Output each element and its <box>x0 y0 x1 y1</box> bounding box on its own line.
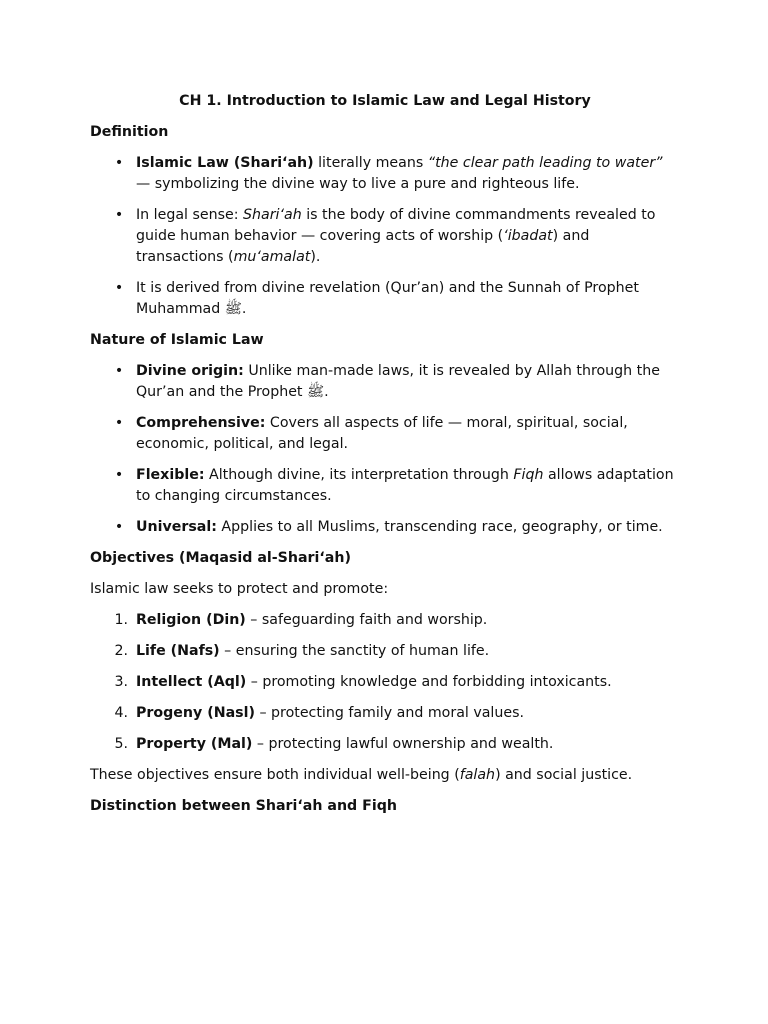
term: Intellect (Aql) <box>136 674 247 690</box>
bullet-marker: • <box>114 415 124 431</box>
item-number: 4. <box>114 705 128 721</box>
numbered-item <box>90 734 680 755</box>
document-content <box>90 91 680 827</box>
item-number: 3. <box>114 674 128 690</box>
list-item <box>90 465 680 507</box>
objectives-heading: Objectives (Maqasid al-Shari‘ah) <box>90 550 351 566</box>
text: — symbolizing the divine way to live a pure and righteous life. <box>136 176 580 192</box>
term: Progeny (Nasl) <box>136 705 255 721</box>
text: literally means <box>313 155 428 171</box>
term: Universal: <box>136 519 217 535</box>
bullet-marker: • <box>114 363 124 379</box>
bullet-marker: • <box>114 207 124 223</box>
numbered-item <box>90 641 680 662</box>
emphasis: Fiqh <box>513 467 544 483</box>
text: – protecting family and moral values. <box>254 705 524 721</box>
term: Religion (Din) <box>136 612 246 628</box>
emphasis: ‘ibadat <box>503 228 553 244</box>
bullet-marker: • <box>114 519 124 535</box>
term: Property (Mal) <box>136 736 253 752</box>
list-item <box>90 413 680 455</box>
text: Although divine, its interpretation through <box>204 467 514 483</box>
numbered-item <box>90 672 680 693</box>
text: ) and social justice. <box>495 767 633 783</box>
term: Islamic Law (Shari‘ah) <box>136 155 314 171</box>
chapter-title: CH 1. Introduction to Islamic Law and Legal History <box>179 93 591 109</box>
emphasis: falah <box>459 767 496 783</box>
term: Flexible: <box>136 467 205 483</box>
objectives-intro: Islamic law seeks to protect and promote: <box>90 581 389 597</box>
definition-heading: Definition <box>90 124 169 140</box>
list-item <box>90 153 680 195</box>
bullet-marker: • <box>114 280 124 296</box>
list-item <box>90 361 680 403</box>
text: It is derived from divine revelation (Qur’an) and the Sunnah of Prophet Muhammad ﷺ. <box>136 280 639 317</box>
text: ) and transactions ( <box>136 228 590 265</box>
text: Covers all aspects of life — moral, spiritual, social, economic, political, and legal. <box>136 415 628 452</box>
list-item <box>90 205 680 268</box>
text: is the body of divine commandments revealed to guide human behavior — covering acts of worship ( <box>136 207 656 244</box>
text: Unlike man-made laws, it is revealed by Allah through the Qur’an and the Prophet ﷺ. <box>136 363 660 400</box>
text: – ensuring the sanctity of human life. <box>219 643 490 659</box>
list-item <box>90 517 680 538</box>
distinction-heading: Distinction between Shari‘ah and Fiqh <box>90 798 397 814</box>
term: Comprehensive: <box>136 415 266 431</box>
emphasis: mu‘amalat <box>233 249 311 265</box>
term: Life (Nafs) <box>136 643 220 659</box>
numbered-item <box>90 703 680 724</box>
text: In legal sense: <box>136 207 244 223</box>
item-number: 5. <box>114 736 128 752</box>
text: Applies to all Muslims, transcending race, geography, or time. <box>216 519 663 535</box>
text: – promoting knowledge and forbidding intoxicants. <box>246 674 612 690</box>
text: – safeguarding faith and worship. <box>245 612 488 628</box>
text: allows adaptation to changing circumstances. <box>136 467 674 504</box>
emphasis: Shari‘ah <box>243 207 302 223</box>
term: Divine origin: <box>136 363 244 379</box>
bullet-marker: • <box>114 467 124 483</box>
text: – protecting lawful ownership and wealth. <box>252 736 554 752</box>
text: These objectives ensure both individual well-being ( <box>90 767 460 783</box>
emphasis: “the clear path leading to water” <box>427 155 663 171</box>
item-number: 1. <box>114 612 128 628</box>
nature-heading: Nature of Islamic Law <box>90 332 264 348</box>
list-item <box>90 278 680 320</box>
item-number: 2. <box>114 643 128 659</box>
numbered-item <box>90 610 680 631</box>
objectives-closing <box>90 765 680 786</box>
text: ). <box>310 249 321 265</box>
bullet-marker: • <box>114 155 124 171</box>
